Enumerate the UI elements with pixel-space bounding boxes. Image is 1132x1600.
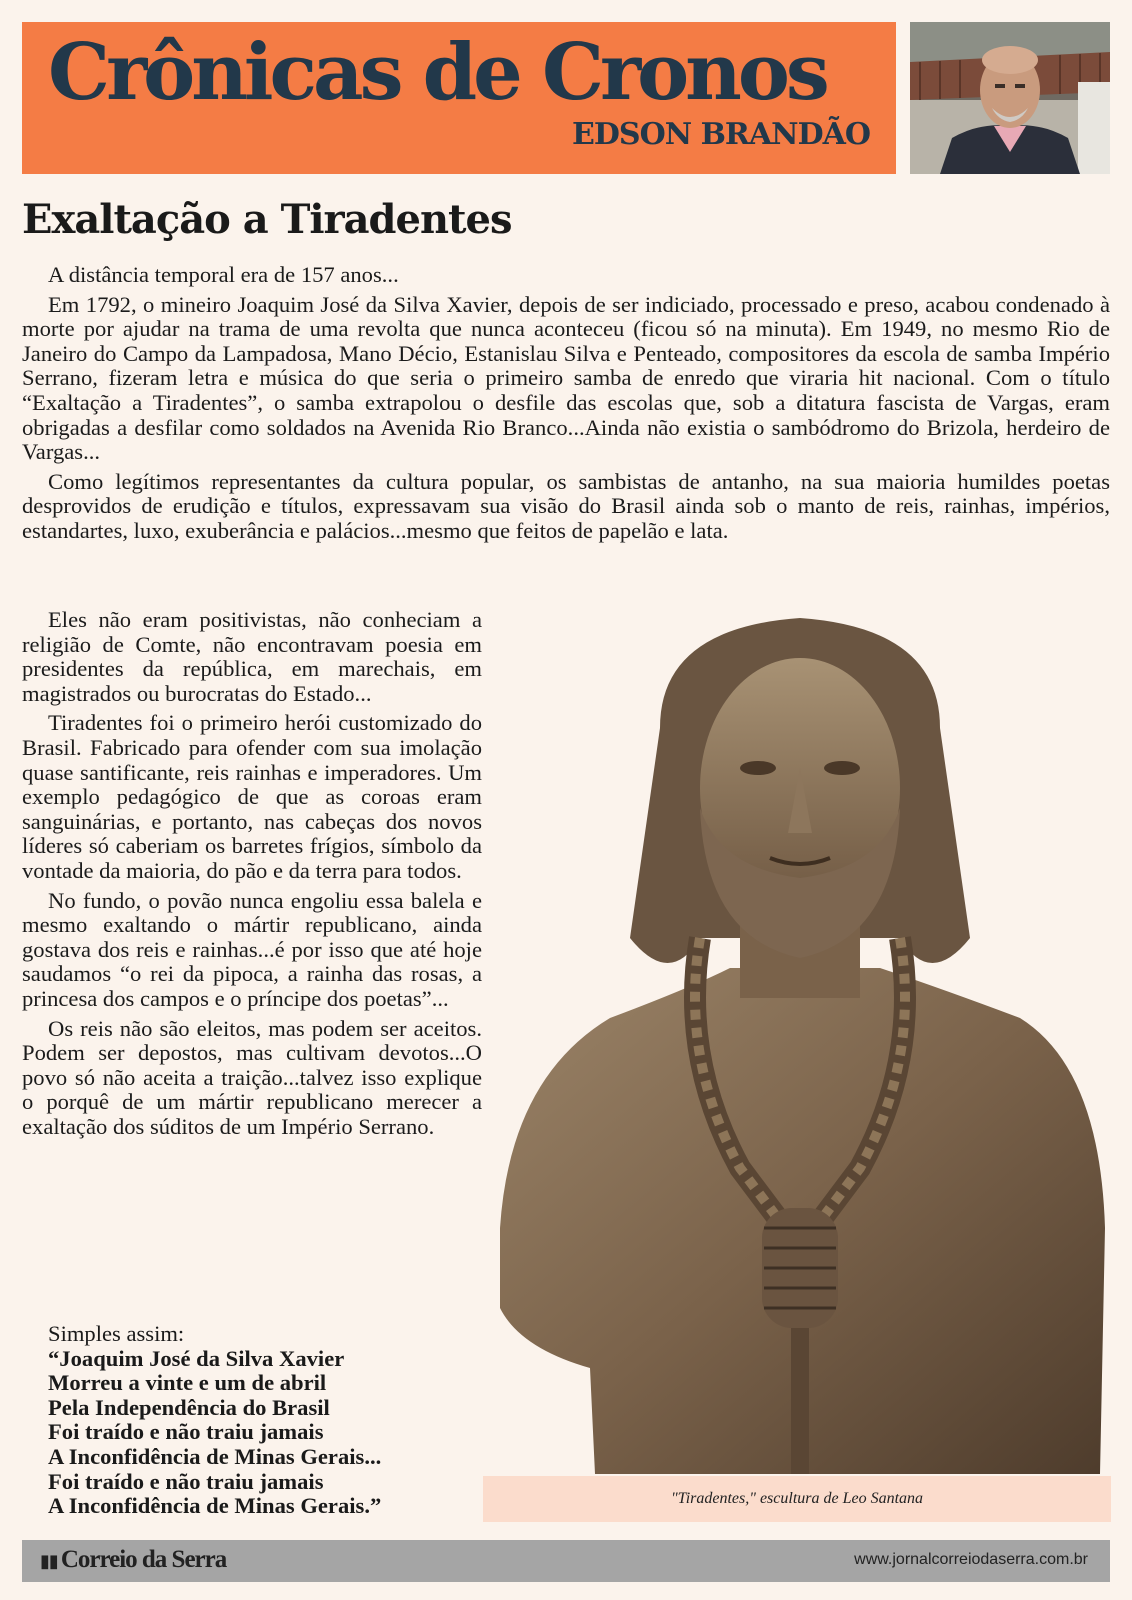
newspaper-logo — [40, 1546, 226, 1574]
column-author: EDSON BRANDÃO — [572, 117, 870, 152]
author-photo — [910, 22, 1110, 174]
website-link[interactable]: www.jornalcorreiodaserra.com.br — [854, 1551, 1088, 1568]
article-body-column — [22, 608, 482, 1144]
image-caption: "Tiradentes," escultura de Leo Santana — [483, 1476, 1111, 1522]
lyrics-line: “Joaquim José da Silva Xavier — [48, 1345, 345, 1371]
lyrics-line: Foi traído e não traiu jamais — [48, 1468, 324, 1494]
footer-bar — [22, 1540, 1110, 1582]
lyrics-line: Morreu a vinte e um de abril — [48, 1370, 327, 1396]
logo-bars-icon: ▮▮ — [40, 1551, 58, 1572]
article-body-full — [22, 263, 1110, 549]
lyrics-line: A Inconfidência de Minas Gerais... — [48, 1443, 382, 1469]
tiradentes-sculpture-image — [500, 608, 1110, 1474]
lyrics-line: A Inconfidência de Minas Gerais.” — [48, 1493, 382, 1519]
lyrics-line: Pela Independência do Brasil — [48, 1394, 330, 1420]
paragraph: Como legítimos representantes da cultura popular, os sambistas de antanho, na sua maioria humildes poetas desprovidos de erudição e títulos, expressavam sua visão do Brasil ainda sob o manto de reis, rainhas, impérios, estandartes, luxo, exuberância e palácios...mesmo que feitos de papelão e lata. — [22, 468, 1110, 543]
paragraph: Tiradentes foi o primeiro herói customizado do Brasil. Fabricado para ofender com sua imolação quase santificante, reis rainhas e imperadores. Um exemplo pedagógico de que as coroas eram sanguinárias, e portanto, nas cabeças dos novos líderes só caberiam os barretes frígios, símbolo da vontade da maioria, do pão e da terra para todos. — [22, 710, 482, 883]
paragraph: Os reis não são eleitos, mas podem ser aceitos. Podem ser depostos, mas cultivam devotos...O povo só não aceita a traição...talvez isso explique o porquê de um mártir republicano merecer a exaltação dos súditos de um Império Serrano. — [22, 1015, 482, 1139]
masthead-banner — [22, 22, 896, 174]
article-headline: Exaltação a Tiradentes — [22, 196, 512, 243]
paragraph: Eles não eram positivistas, não conheciam a religião de Comte, não encontravam poesia em presidentes da república, em marechais, em magistrados ou burocratas do Estado... — [22, 607, 482, 706]
newspaper-name: Correio da Serra — [60, 1546, 227, 1573]
paragraph: A distância temporal era de 157 anos... — [48, 262, 399, 287]
author-portrait-image — [910, 22, 1110, 174]
column-title: Crônicas de Cronos — [48, 27, 826, 118]
lyrics-line: Foi traído e não traiu jamais — [48, 1419, 324, 1445]
paragraph: Em 1792, o mineiro Joaquim José da Silva Xavier, depois de ser indiciado, processado e preso, acabou condenado à morte por ajudar na trama de uma revolta que nunca aconteceu (ficou só na minuta). Em 1949, no mesmo Rio de Janeiro do Campo da Lampadosa, Mano Décio, Estanislau Silva e Penteado, compositores da escola de samba Império Serrano, fizeram letra e música do que seria o primeiro samba de enredo que viraria hit nacional. Com o título “Exaltação a Tiradentes”, o samba extrapolou o desfile das escolas que, sob a ditatura fascista de Vargas, eram obrigadas a desfilar como soldados na Avenida Rio Branco...Ainda não existia o sambódromo do Brizola, herdeiro de Vargas... — [22, 291, 1110, 465]
samba-lyrics — [48, 1322, 488, 1519]
lyrics-intro: Simples assim: — [48, 1321, 185, 1346]
paragraph: No fundo, o povão nunca engoliu essa balela e mesmo exaltando o mártir republicano, ainda gostava dos reis e rainhas...é por isso que até hoje saudamos “o rei da pipoca, a rainha das rosas, a princesa dos campos e o príncipe dos poetas”... — [22, 887, 482, 1011]
